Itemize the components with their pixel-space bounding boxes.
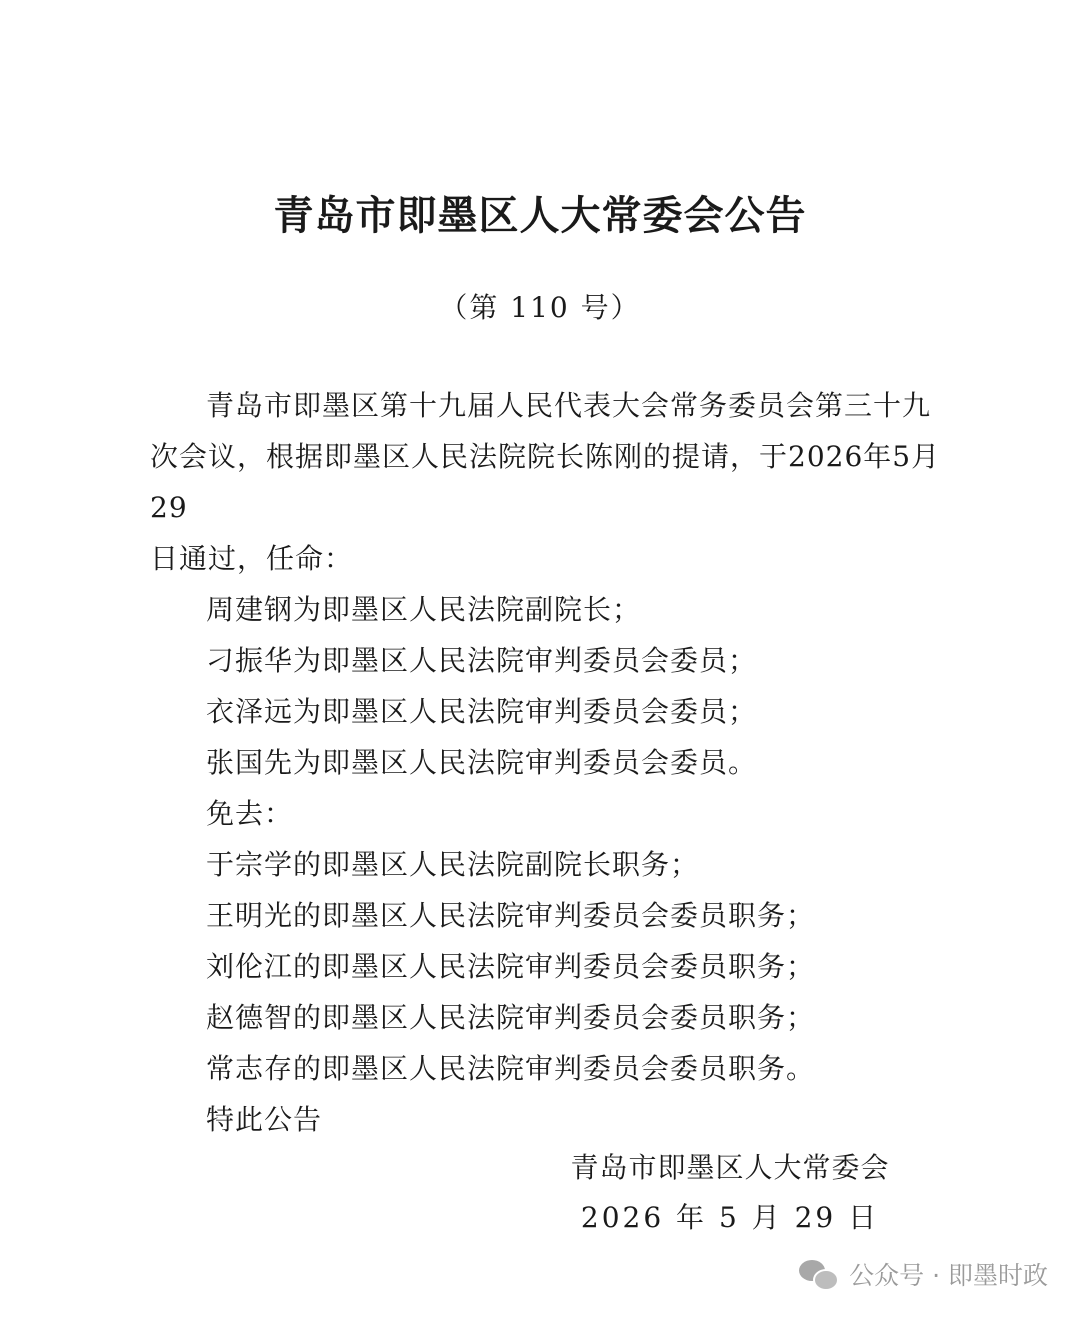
appointment-item: 周建钢为即墨区人民法院副院长； xyxy=(206,593,642,626)
removal-heading: 免去： xyxy=(206,797,294,830)
intro-line: 次会议，根据即墨区人民法院院长陈刚的提请，于2026年5月29 xyxy=(150,440,941,524)
intro-line: 青岛市即墨区第十九届人民代表大会常务委员会第三十九 xyxy=(206,389,932,422)
watermark-text: 公众号 · 即墨时政 xyxy=(849,1261,1048,1290)
signature-org: 青岛市即墨区人大常委会 xyxy=(570,1151,890,1184)
removal-item: 王明光的即墨区人民法院审判委员会委员职务； xyxy=(206,899,816,932)
document-body xyxy=(150,380,950,1145)
appointment-item: 刁振华为即墨区人民法院审判委员会委员； xyxy=(206,644,758,677)
appointment-item: 张国先为即墨区人民法院审判委员会委员。 xyxy=(206,746,758,779)
removal-item: 赵德智的即墨区人民法院审判委员会委员职务； xyxy=(206,1001,816,1034)
closing-text: 特此公告 xyxy=(206,1103,323,1136)
removal-item: 于宗学的即墨区人民法院副院长职务； xyxy=(206,848,700,881)
intro-line: 日通过，任命： xyxy=(150,542,354,575)
wechat-icon xyxy=(799,1258,839,1290)
appointment-item: 衣泽远为即墨区人民法院审判委员会委员； xyxy=(206,695,758,728)
document-number: （第 110 号） xyxy=(439,291,641,324)
document-title: 青岛市即墨区人大常委会公告 xyxy=(273,193,807,239)
removal-item: 刘伦江的即墨区人民法院审判委员会委员职务； xyxy=(206,950,816,983)
removal-item: 常志存的即墨区人民法院审判委员会委员职务。 xyxy=(206,1052,816,1085)
watermark xyxy=(799,1252,1048,1296)
signature-date: 2026 年 5 月 29 日 xyxy=(580,1201,880,1234)
